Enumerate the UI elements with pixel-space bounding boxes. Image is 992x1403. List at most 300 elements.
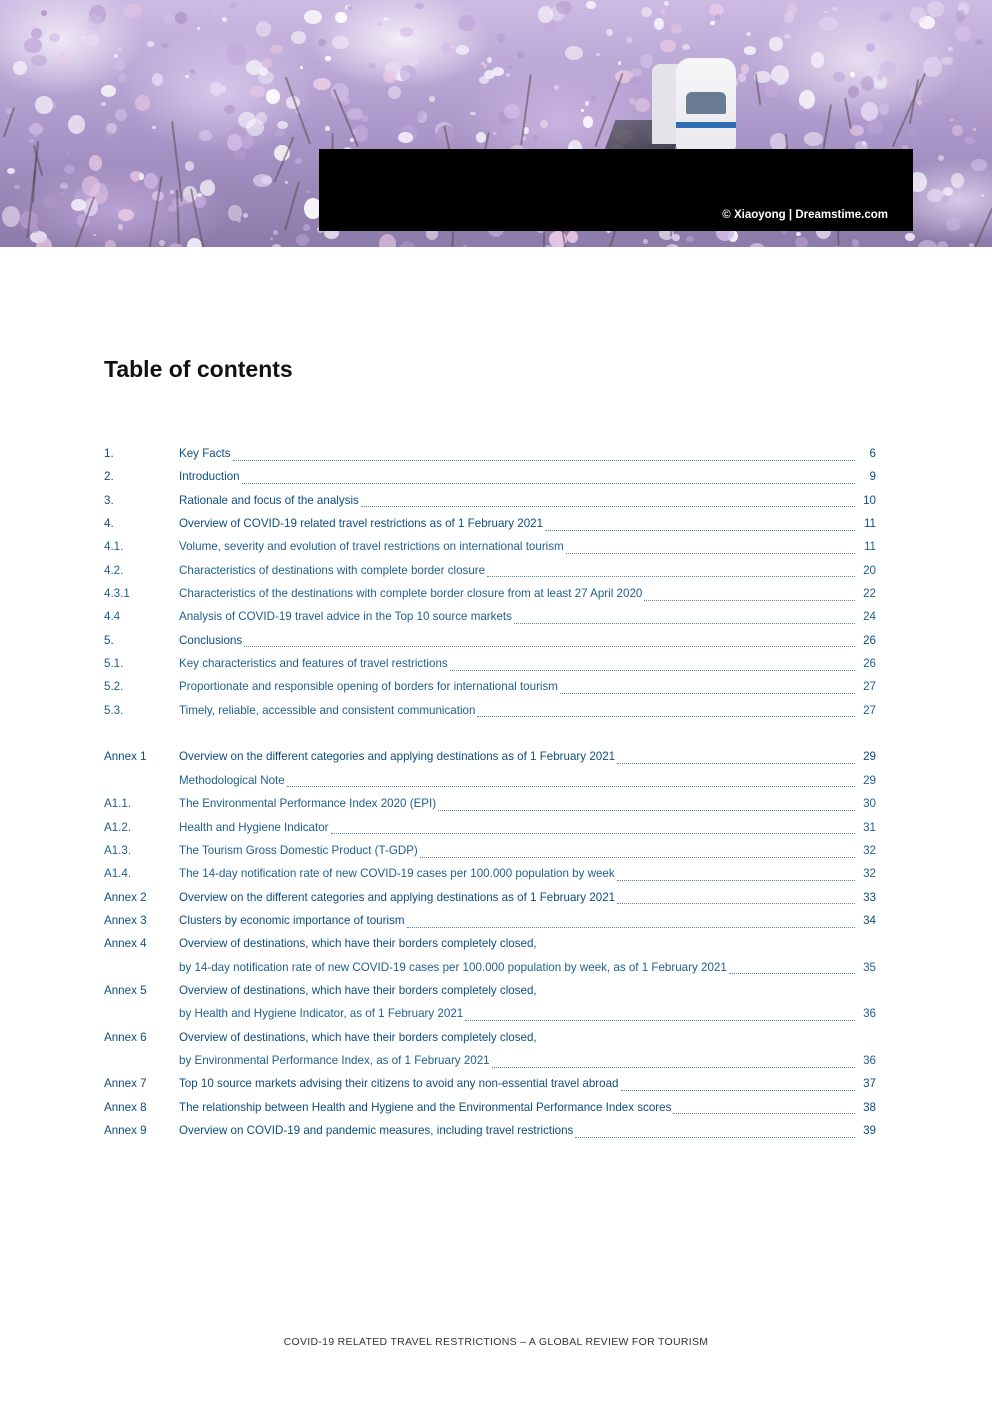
dot-leader (514, 614, 855, 624)
blossom-speck (918, 240, 936, 247)
toc-entry-line (179, 839, 876, 862)
blossom-speck (86, 35, 99, 46)
blossom-speck (686, 236, 694, 243)
toc-entry-page: 30 (863, 797, 876, 811)
blossom-speck (49, 33, 60, 42)
blossom-speck (796, 232, 802, 236)
blossom-speck (450, 45, 455, 49)
blossom-speck (104, 131, 113, 142)
toc-entry[interactable] (104, 816, 876, 839)
blossom-speck (185, 75, 189, 78)
blossom-speck (504, 104, 520, 119)
blossom-speck (559, 78, 565, 85)
toc-entry-line (179, 605, 876, 628)
toc-entry-page: 22 (863, 587, 876, 601)
toc-entry[interactable] (104, 932, 876, 955)
dot-leader (242, 474, 855, 484)
blossom-speck (585, 101, 589, 106)
toc-entry-title: Overview of COVID-19 related travel restrictions as of 1 February 2021 (179, 517, 544, 531)
blossom-speck (118, 209, 134, 221)
toc-entry-number: Annex 1 (104, 750, 147, 764)
blossom-speck (118, 224, 124, 230)
dot-leader (644, 591, 855, 601)
blossom-speck (377, 22, 381, 26)
toc-entry-number: 2. (104, 470, 114, 484)
blossom-speck (965, 137, 975, 144)
blossom-speck (596, 53, 599, 56)
toc-entry[interactable] (104, 605, 876, 628)
blossom-speck (64, 165, 75, 174)
blossom-speck (784, 34, 791, 40)
toc-entry-title: Overview of destinations, which have their borders completely closed, (179, 983, 537, 997)
toc-entry-line (179, 699, 876, 722)
blossom-speck (934, 55, 937, 59)
blossom-speck (769, 37, 783, 52)
toc-entry-number: Annex 7 (104, 1077, 147, 1091)
page-title: Table of contents (104, 356, 293, 382)
blossom-speck (347, 6, 352, 10)
blossom-speck (199, 130, 213, 141)
toc-entry-line (179, 675, 876, 698)
toc-entry-page: 20 (863, 563, 876, 577)
blossom-speck (487, 57, 492, 63)
dot-leader (487, 567, 855, 577)
blossom-speck (300, 66, 303, 69)
blossom-speck (270, 45, 282, 54)
toc-entry-page: 38 (863, 1100, 876, 1114)
toc-entry[interactable] (104, 792, 876, 815)
blossom-speck (13, 61, 27, 76)
blossom-speck (660, 40, 676, 52)
toc-entry-page: 39 (863, 1123, 876, 1137)
blossom-speck (304, 10, 322, 24)
blossom-speck (256, 112, 267, 123)
dot-leader (244, 637, 855, 647)
blossom-speck (229, 2, 237, 9)
tree-branch (32, 170, 36, 203)
hero-banner (0, 0, 992, 247)
blossom-speck (832, 7, 836, 10)
train-stripe (676, 122, 736, 128)
toc-entry-number: 5.2. (104, 680, 124, 694)
blossom-speck (400, 27, 413, 37)
toc-entry-line (179, 979, 876, 1002)
blossom-speck (404, 106, 423, 121)
blossom-speck (233, 150, 246, 159)
blossom-speck (824, 11, 828, 14)
blossom-speck (313, 78, 331, 91)
blossom-speck (115, 109, 128, 121)
toc-entry-title: Overview on COVID-19 and pandemic measures, including travel restrictions (179, 1123, 574, 1137)
toc-entry-line (179, 816, 876, 839)
dot-leader (450, 661, 855, 671)
blossom-speck (14, 185, 20, 189)
blossom-speck (118, 47, 123, 51)
blossom-speck (484, 70, 495, 80)
blossom-speck (164, 14, 175, 24)
blossom-speck (455, 1, 458, 4)
blossom-speck (306, 190, 309, 194)
toc-entry-page: 26 (863, 657, 876, 671)
blossom-speck (181, 13, 185, 16)
blossom-speck (497, 33, 506, 43)
blossom-speck (19, 77, 31, 91)
dot-leader (233, 451, 855, 461)
blossom-speck (115, 104, 120, 108)
blossom-speck (212, 8, 218, 15)
toc-entry-number: 4. (104, 517, 114, 531)
blossom-speck (354, 125, 368, 141)
toc-entry-title: Methodological Note (179, 773, 285, 787)
blossom-speck (565, 46, 583, 60)
toc-entry-title: by Health and Hygiene Indicator, as of 1 February 2021 (179, 1007, 464, 1021)
blossom-speck (626, 37, 633, 43)
blossom-speck (24, 38, 41, 52)
blossom-speck (66, 151, 71, 155)
blossom-speck (152, 126, 156, 129)
blossom-speck (629, 77, 639, 85)
blossom-speck (35, 96, 53, 114)
blossom-speck (852, 239, 859, 247)
blossom-speck (325, 56, 331, 60)
toc-entry-line (179, 932, 876, 955)
dot-leader (617, 894, 855, 904)
blossom-speck (635, 98, 650, 111)
toc-entry-title: Analysis of COVID-19 travel advice in the Top 10 source markets (179, 610, 512, 624)
toc-entry[interactable] (104, 1072, 876, 1095)
tree-branch (891, 73, 925, 147)
toc-entry-page: 36 (863, 1053, 876, 1067)
toc-entry-title: Volume, severity and evolution of travel restrictions on international tourism (179, 540, 564, 554)
blossom-speck (975, 39, 982, 45)
blossom-speck (811, 52, 825, 68)
toc-entry[interactable] (104, 862, 876, 885)
blossom-speck (508, 65, 513, 69)
blossom-speck (222, 17, 228, 22)
toc-entry-line (179, 792, 876, 815)
toc-entry[interactable] (104, 559, 876, 582)
blossom-speck (879, 103, 889, 115)
toc-entry[interactable] (104, 769, 876, 792)
toc-entry-number: 5. (104, 633, 114, 647)
blossom-speck (513, 139, 517, 142)
blossom-speck (341, 97, 350, 104)
toc-entry-line (179, 442, 876, 465)
toc-entry-page: 11 (863, 540, 876, 554)
blossom-speck (101, 85, 116, 97)
blossom-speck (583, 116, 593, 128)
blossom-speck (303, 224, 310, 231)
toc-entry[interactable] (104, 1119, 876, 1142)
tree-branch (171, 121, 183, 201)
toc-entry-line (179, 1002, 876, 1025)
blossom-speck (243, 213, 248, 218)
blossom-speck (170, 190, 175, 193)
dot-leader (673, 1104, 855, 1114)
blossom-speck (29, 139, 33, 143)
blossom-speck (850, 125, 864, 136)
tree-branch (284, 77, 310, 145)
blossom-speck (369, 63, 376, 69)
toc-entry[interactable] (104, 745, 876, 768)
toc-entry[interactable] (104, 1096, 876, 1119)
blossom-speck (795, 237, 808, 247)
blossom-speck (123, 4, 142, 19)
blossom-speck (14, 7, 19, 11)
toc-entry[interactable] (104, 1026, 876, 1049)
blossom-speck (940, 195, 949, 203)
blossom-speck (954, 111, 959, 116)
blossom-speck (30, 225, 39, 232)
toc-entry[interactable] (104, 652, 876, 675)
blossom-speck (948, 47, 953, 52)
blossom-speck (87, 14, 103, 32)
dot-leader (560, 684, 855, 694)
blossom-speck (955, 26, 971, 42)
blossom-speck (388, 86, 401, 99)
toc-entry-line (179, 582, 876, 605)
toc-entry-page: 37 (863, 1077, 876, 1091)
blossom-speck (383, 70, 398, 83)
blossom-speck (483, 64, 487, 68)
toc-entry[interactable] (104, 535, 876, 558)
blossom-speck (981, 194, 984, 197)
toc-entry-title: by Environmental Performance Index, as of 1 February 2021 (179, 1053, 490, 1067)
blossom-speck (950, 119, 954, 122)
blossom-speck (325, 126, 330, 130)
blossom-speck (147, 41, 154, 46)
blossom-speck (540, 120, 548, 128)
toc-entry-title: Health and Hygiene Indicator (179, 820, 329, 834)
blossom-speck (161, 43, 168, 48)
blossom-speck (591, 96, 596, 101)
blossom-speck (973, 128, 977, 131)
toc-entry-page: 27 (863, 703, 876, 717)
toc-entry[interactable] (104, 629, 876, 652)
toc-entry[interactable] (104, 1002, 876, 1025)
toc-spacer (104, 722, 876, 745)
toc-entry[interactable] (104, 489, 876, 512)
toc-entry-title: Conclusions (179, 633, 243, 647)
toc-entry[interactable] (104, 839, 876, 862)
toc-entry-page: 31 (863, 820, 876, 834)
blossom-speck (429, 96, 434, 102)
toc-entry-title: The Tourism Gross Domestic Product (T-GDP) (179, 843, 418, 857)
blossom-speck (105, 240, 116, 247)
blossom-speck (68, 115, 86, 134)
toc-entry[interactable] (104, 512, 876, 535)
blossom-speck (661, 9, 665, 13)
blossom-speck (551, 22, 556, 27)
blossom-speck (114, 54, 118, 58)
blossom-speck (867, 119, 883, 134)
blossom-speck (291, 31, 306, 44)
dot-leader (617, 871, 855, 881)
toc-entry-title: Overview on the different categories and applying destinations as of 1 February 2021 (179, 750, 616, 764)
blossom-speck (101, 102, 106, 106)
blossom-speck (253, 174, 272, 187)
toc-entry-line (179, 769, 876, 792)
blossom-speck (861, 102, 878, 120)
blossom-speck (946, 217, 961, 231)
dot-leader (617, 754, 855, 764)
blossom-speck (463, 245, 467, 247)
blossom-speck (971, 159, 987, 171)
blossom-speck (664, 1, 669, 7)
toc-entry[interactable] (104, 979, 876, 1002)
blossom-speck (493, 132, 497, 135)
blossom-speck (927, 1, 945, 17)
tree-branch (959, 207, 992, 247)
toc-entry-title: Characteristics of the destinations with complete border closure from at least 27 April 2020 (179, 587, 643, 601)
toc-entry-number: 4.2. (104, 563, 124, 577)
blossom-speck (987, 71, 991, 75)
toc-entry-title: Overview on the different categories and applying destinations as of 1 February 2021 (179, 890, 616, 904)
toc-entry-page: 29 (863, 773, 876, 787)
toc-entry-title: Overview of destinations, which have their borders completely closed, (179, 1030, 537, 1044)
toc-entry[interactable] (104, 909, 876, 932)
toc-entry-title: The 14-day notification rate of new COVID-19 cases per 100.000 population by week (179, 867, 615, 881)
blossom-speck (227, 134, 242, 150)
toc-entry-page: 9 (869, 470, 876, 484)
toc-entry-page: 6 (869, 447, 876, 460)
toc-entry-line (179, 535, 876, 558)
dot-leader (545, 521, 855, 531)
toc-entry[interactable] (104, 442, 876, 465)
toc-entry-line (179, 465, 876, 488)
blossom-speck (538, 6, 552, 23)
toc-entry-title: Characteristics of destinations with complete border closure (179, 563, 486, 577)
railway-track (605, 120, 686, 150)
toc-entry[interactable] (104, 956, 876, 979)
blossom-speck (606, 29, 613, 36)
blossom-speck (879, 12, 893, 22)
blossom-speck (641, 7, 652, 17)
toc-entry-title: Clusters by economic importance of tourism (179, 913, 405, 927)
page-footer: COVID-19 RELATED TRAVEL RESTRICTIONS – A GLOBAL REVIEW FOR TOURISM (283, 1336, 709, 1348)
blossom-speck (984, 106, 991, 113)
blossom-speck (271, 244, 282, 247)
blossom-speck (533, 135, 538, 140)
toc-entry[interactable] (104, 465, 876, 488)
blossom-speck (115, 60, 126, 71)
blossom-speck (833, 72, 845, 82)
blossom-speck (36, 237, 52, 247)
blossom-speck (31, 55, 46, 66)
blossom-speck (844, 7, 849, 12)
toc-entry-line (179, 745, 876, 768)
toc-entry-page: 27 (863, 680, 876, 694)
toc-entry-page: 26 (863, 633, 876, 647)
blossom-speck (296, 234, 309, 246)
blossom-speck (2, 206, 21, 227)
blossom-speck (169, 243, 183, 247)
blossom-speck (643, 239, 648, 244)
blossom-speck (43, 194, 57, 208)
blossom-speck (258, 71, 274, 85)
toc-entry-number: Annex 6 (104, 1030, 147, 1044)
dot-leader (420, 848, 855, 858)
dot-leader (492, 1058, 855, 1068)
blossom-speck (275, 129, 285, 136)
blossom-speck (379, 234, 396, 247)
toc-entry-line (179, 1072, 876, 1095)
blossom-speck (798, 105, 804, 111)
toc-entry-line (179, 652, 876, 675)
toc-entry-line (179, 956, 876, 979)
toc-entry-line (179, 886, 876, 909)
blossom-speck (556, 1, 572, 15)
toc-entry-title: Introduction (179, 470, 240, 484)
blossom-speck (952, 125, 963, 136)
toc-entry[interactable] (104, 886, 876, 909)
blossom-speck (143, 129, 146, 132)
blossom-speck (383, 17, 388, 21)
toc-entry[interactable] (104, 582, 876, 605)
blossom-speck (909, 130, 917, 137)
blossom-speck (938, 155, 944, 161)
blossom-speck (135, 95, 150, 112)
blossom-speck (456, 45, 469, 55)
toc-entry-number: A1.2. (104, 820, 132, 834)
toc-entry-number: Annex 5 (104, 983, 147, 997)
blossom-speck (415, 3, 424, 10)
blossom-speck (804, 132, 823, 146)
blossom-speck (850, 72, 855, 78)
blossom-speck (470, 112, 475, 116)
blossom-speck (185, 161, 194, 171)
blossom-speck (87, 30, 92, 34)
dot-leader (287, 777, 855, 787)
tree-branch (521, 74, 533, 145)
toc-entry-title: The Environmental Performance Index 2020 (EPI) (179, 797, 437, 811)
dot-leader (477, 707, 855, 717)
toc-entry-title: Timely, reliable, accessible and consistent communication (179, 703, 476, 717)
toc-entry[interactable] (104, 1049, 876, 1072)
blossom-speck (951, 173, 964, 188)
blossom-speck (191, 70, 196, 76)
toc-entry-title: Key characteristics and features of travel restrictions (179, 657, 448, 671)
blossom-speck (710, 21, 715, 25)
dot-leader (465, 1011, 855, 1021)
toc-entry-number: Annex 9 (104, 1123, 147, 1137)
blossom-speck (715, 14, 721, 19)
train-window (686, 92, 726, 114)
blossom-speck (273, 230, 278, 235)
blossom-speck (688, 49, 696, 55)
toc-entry-number: Annex 2 (104, 890, 147, 904)
blossom-speck (118, 74, 127, 83)
toc-entry-title: by 14-day notification rate of new COVID-19 cases per 100.000 population by week, as of 1 February 2021 (179, 960, 727, 974)
toc-entry-line (179, 512, 876, 535)
toc-entry-page: 24 (863, 610, 876, 624)
blossom-speck (152, 73, 163, 86)
blossom-speck (977, 116, 990, 127)
blossom-speck (285, 181, 288, 184)
blossom-speck (748, 243, 766, 247)
blossom-speck (746, 32, 751, 36)
dot-leader (729, 964, 855, 974)
blossom-speck (139, 173, 144, 179)
table-of-contents (104, 442, 876, 1142)
blossom-speck (332, 36, 349, 50)
blossom-speck (295, 158, 302, 164)
toc-entry[interactable] (104, 675, 876, 698)
toc-entry[interactable] (104, 699, 876, 722)
blossom-speck (517, 51, 525, 60)
toc-entry-title: Rationale and focus of the analysis (179, 493, 359, 507)
toc-entry-page: 32 (863, 843, 876, 857)
